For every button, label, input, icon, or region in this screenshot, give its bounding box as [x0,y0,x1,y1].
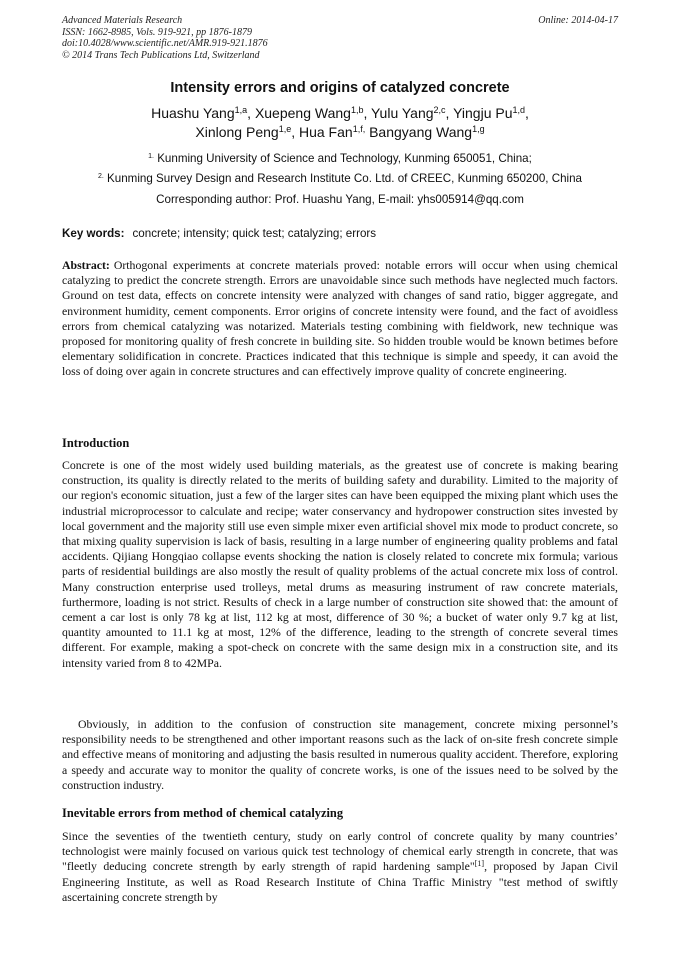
author: Bangyang Wang$^{1,g}$ [369,124,485,140]
author: Xinlong Peng$^{1,e}$, [195,124,299,140]
abstract [62,258,618,380]
issn-line: ISSN: 1662-8985, Vols. 919-921, pp 1876-1879 [62,26,252,38]
author: Yingju Pu$^{1,d}$, [453,105,529,121]
affiliation-1: $^{1.}$ Kunming University of Science and Technology, Kunming 650051, China; [148,152,532,165]
keywords [62,227,618,240]
keywords-label: Key words: [62,227,125,240]
citation-ref: [1] [474,859,485,869]
intro-paragraph-2: Obviously, in addition to the confusion of construction site management, concrete mixing personnel’s responsibility needs to be strengthened and other important reasons such as the lack of on-site fresh concrete simple and effective means of monitoring and adjusting the basis resulted in numerous quality accident. Therefore, exploring a speedy and accurate way to monitor the quality of concrete works, is one of the issues need to be solved by the construction industry. [62,717,618,792]
author: Hua Fan$^{1,f,}$ [298,124,366,140]
section-heading-introduction: Introduction [62,436,130,450]
intro-paragraph-1: Concrete is one of the most widely used building materials, as the greatest use of concrete is making bearing construction, its quality is directly related to the merits of building safety and durability. Limited to the majority of our region's economic situation, just a few of the larger sites can have been equipped the mixing plant which uses the industrial microprocessor to calculate and recipe; water conservancy and hydropower construction sites invested by local government and the majority still use even simple mixer even artificial shovel mix mode to product concrete, so that mixing quality supervision is lack of basis, resulting in a large number of engineering quality problems and fatal accidents. Qijiang Hongqiao collapse events shocking the nation is closely related to concrete mix formula; various parts of residential buildings are also mostly the result of quality problems of the actual concrete mix loss of control. Many construction enterprise used trolleys, metal drums as measuring instrument of raw concrete materials, furthermore, loading is not strict. Results of check in a large number of construction site showed that: the amount of cement a car lost is only 78 kg at list, 112 kg at most, difference of 30 %; a bucket of water only 9.7 kg at list, quantity amounted to 11.1 kg at most, 12% of the difference, leading to the strength of concrete several times different. For example, making a spot-check on concrete with the same design mix in a construction site, and its intensity varied from 8 to 42MPa. [62,458,618,670]
author: Yulu Yang$^{2,c}$, [370,105,454,121]
paper-title: Intensity errors and origins of catalyzed concrete [170,80,510,96]
affiliation-2: $^{2.}$ Kunming Survey Design and Research Institute Co. Ltd. of CREEC, Kunming 650200, China [97,172,583,185]
journal-name: Advanced Materials Research [62,15,183,26]
author-list [62,104,618,142]
section-heading-chemical-catalyzing: Inevitable errors from method of chemical catalyzing [62,806,344,820]
author: Xuepeng Wang$^{1,b}$, [254,105,371,121]
section2-paragraph-1: Since the seventies of the twentieth century, study on early control of concrete quality by many countries’ technologist were mainly focused on various quick test technology of chemical early strength in concrete, that was "fleetly deducing concrete strength by early strength of rapid hardening sample"[1], proposed by Japan Civil Engineering Institute, as well as Road Research Institute of China Traffic Ministry "test method of swiftly ascertaining concrete strength by [62,829,619,904]
keywords-text: concrete; intensity; quick test; catalyzing; errors [132,227,377,240]
author-line-1 [62,104,618,123]
doi-line: doi:10.4028/www.scientific.net/AMR.919-921.1876 [62,38,268,49]
copyright-line: © 2014 Trans Tech Publications Ltd, Switzerland [62,49,260,61]
author-line-2 [62,123,618,142]
author: Huashu Yang$^{1,a}$, [151,105,255,121]
corresponding-author: Corresponding author: Prof. Huashu Yang, E-mail: yhs005914@qq.com [156,193,524,206]
abstract-label: Abstract: [62,258,110,272]
abstract-text: Orthogonal experiments at concrete materials proved: notable errors will occur when using chemical catalyzing to predict the concrete strength. Errors are unavoidable since such methods have neglected much factors. Ground on test data, effects on concrete intensity were analyzed with changes of sand ratio, bigger aggregate, and environment humidity, cement components. Error origins of concrete intensity were found, and the fact of avoidless errors from chemical catalyzing was notarized. Materials testing combining with fieldwork, new technique was proposed for monitoring quality of fresh concrete in building site. So hidden trouble would be known betimes before elementary solidification in concrete. Practices indicated that this technique is simple and speedy, it can avoid the loss of doing over again in concrete structures and can effectively improve quality of concrete engineering. [62,258,618,379]
running-header [62,15,618,61]
online-date: Online: 2014-04-17 [538,15,618,26]
